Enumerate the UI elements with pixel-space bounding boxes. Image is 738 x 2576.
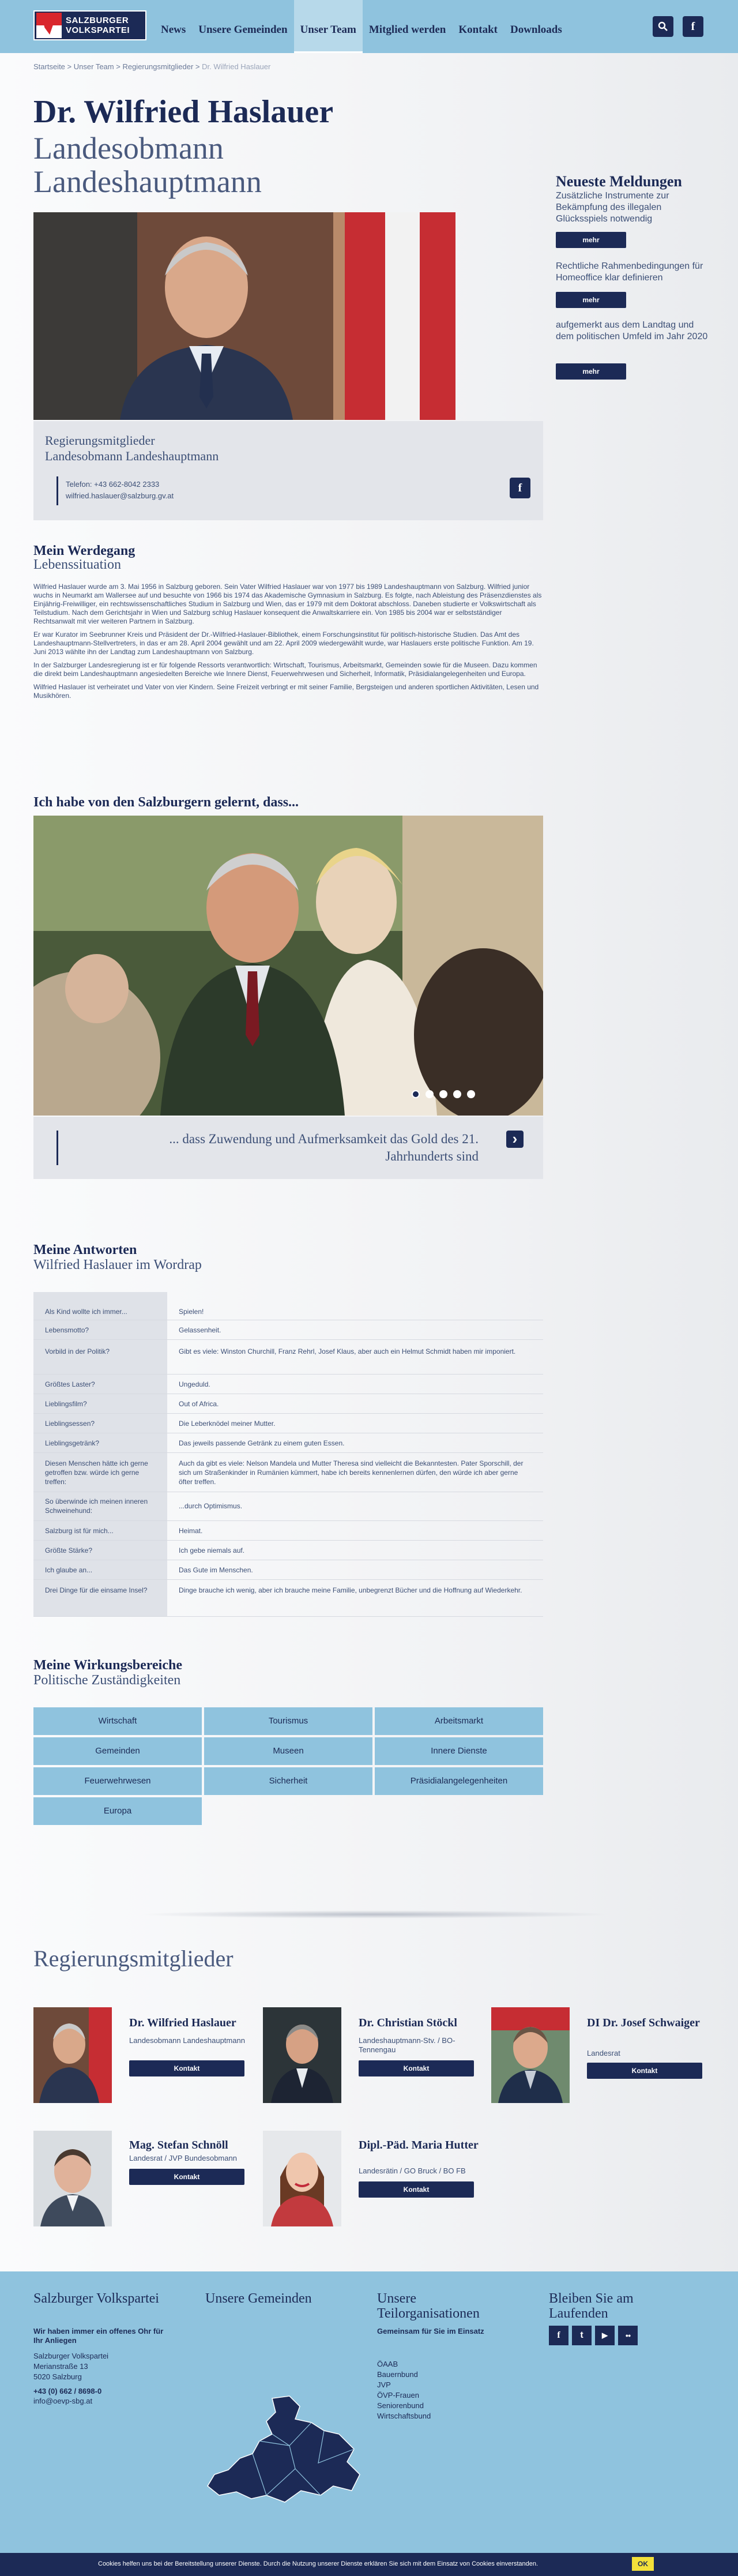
social-links — [549, 2326, 638, 2345]
table-row — [33, 1394, 543, 1414]
member-role: Landeshauptmann-Stv. / BO-Tennengau — [359, 2036, 455, 2054]
nav-mitglied-werden[interactable]: Mitglied werden — [368, 24, 446, 36]
footer-address-line: Merianstraße 13 — [33, 2362, 88, 2371]
table-row — [33, 1521, 543, 1541]
area-tile[interactable]: Europa — [33, 1797, 202, 1825]
member-kontakt-button[interactable]: Kontakt — [587, 2063, 702, 2079]
interview-answer: Dinge brauche ich wenig, aber ich brauche meine Familie, unbegrenzt Bücher und die Hoffnung auf Wiederkehr. — [179, 1586, 522, 1594]
interview-answer: Gibt es viele: Winston Churchill, Franz Rehrl, Josef Klaus, aber auch ein Helmut Schmidt haben mir imponiert. — [179, 1347, 516, 1355]
sidebar-title: Neueste Meldungen — [556, 173, 682, 190]
footer-org-link[interactable]: JVP — [377, 2380, 391, 2389]
sidebar-news-2-mehr-button[interactable]: mehr — [556, 292, 626, 308]
slider-next-button[interactable] — [506, 1131, 524, 1148]
members-title: Regierungsmitglieder — [33, 1946, 234, 1972]
breadcrumb-regierungsmitglieder[interactable]: Regierungsmitglieder — [122, 62, 194, 71]
top-navigation-bar — [0, 0, 738, 53]
member-kontakt-button[interactable]: Kontakt — [129, 2060, 244, 2076]
member-kontakt-button[interactable]: Kontakt — [359, 2060, 474, 2076]
page-subtitle-role-1: Landesobmann — [33, 131, 224, 166]
werdegang-body — [33, 583, 543, 700]
breadcrumb-unser-team[interactable]: Unser Team — [73, 62, 114, 71]
search-button[interactable] — [653, 16, 673, 37]
quote-text-line-1: ... dass Zuwendung und Aufmerksamkeit das Gold des 21. — [169, 1132, 479, 1146]
footer-address-line: 5020 Salzburg — [33, 2372, 82, 2381]
member-photo[interactable] — [491, 2007, 570, 2103]
contact-phone[interactable]: Telefon: +43 662-8042 2333 — [66, 480, 160, 489]
member-name: Dr. Christian Stöckl — [359, 2017, 457, 2029]
interview-question: So überwinde ich meinen inneren Schweinehund: — [33, 1492, 167, 1520]
area-tile[interactable]: Tourismus — [204, 1707, 372, 1735]
flickr-icon[interactable]: ●● — [618, 2326, 638, 2345]
member-role: Landesobmann Landeshauptmann — [129, 2036, 245, 2045]
table-row — [33, 1340, 543, 1375]
member-name: Dipl.-Päd. Maria Hutter — [359, 2139, 479, 2151]
main-nav — [155, 0, 568, 53]
table-row — [33, 1492, 543, 1521]
area-tile[interactable]: Museen — [204, 1737, 372, 1765]
logo[interactable] — [33, 10, 146, 40]
gelernt-title: Ich habe von den Salzburgern gelernt, dass... — [33, 795, 299, 810]
areas-grid — [33, 1707, 543, 1825]
interview-answer: Gelassenheit. — [179, 1326, 221, 1334]
member-role: Landesrat / JVP Bundesobmann — [129, 2154, 237, 2162]
nav-news[interactable]: News — [161, 24, 186, 36]
table-row — [33, 1560, 543, 1580]
area-tile[interactable]: Feuerwehrwesen — [33, 1767, 202, 1795]
interview-answer: Das jeweils passende Getränk zu einem guten Essen. — [179, 1439, 345, 1447]
logo-line-1: SALZBURGER — [66, 16, 129, 25]
nav-kontakt[interactable]: Kontakt — [458, 24, 498, 36]
interview-question: Größte Stärke? — [33, 1541, 167, 1560]
interview-question: Drei Dinge für die einsame Insel? — [33, 1580, 167, 1616]
areas-title: Meine Wirkungsbereiche — [33, 1658, 182, 1673]
sidebar-news-1-text[interactable]: Zusätzliche Instrumente zur Bekämpfung des illegalen Glücksspiels notwendig — [556, 191, 669, 224]
breadcrumb-separator: > — [67, 62, 72, 71]
table-row — [33, 1320, 543, 1340]
interview-answer: Die Leberknödel meiner Mutter. — [179, 1420, 276, 1428]
footer-address — [33, 2351, 108, 2382]
werdegang-paragraph-4: Wilfried Haslauer ist verheiratet und Vater von vier Kindern. Seine Freizeit verbringt er mit seiner Familie, Bergsteigen und anderen sportlichen Aktivitäten, Lesen und Musikhören. — [33, 683, 539, 700]
interview-answer: Out of Africa. — [179, 1400, 219, 1408]
cookie-text: Cookies helfen uns bei der Bereitstellung unserer Dienste. Durch die Nutzung unserer Dienste erklären Sie sich mit dem Einsatz von Cookies einverstanden. — [98, 2560, 539, 2567]
breadcrumb-separator: > — [116, 62, 121, 71]
footer-phone[interactable]: +43 (0) 662 / 8698-0 — [33, 2387, 102, 2395]
contact-divider — [57, 476, 58, 505]
contact-facebook-button[interactable] — [510, 478, 530, 498]
werdegang-title: Mein Werdegang — [33, 543, 135, 558]
slider-dot-5[interactable] — [467, 1090, 475, 1098]
page-subtitle-role-2: Landeshauptmann — [33, 164, 262, 199]
interview-answer: Spielen! — [179, 1308, 204, 1316]
nav-unser-team[interactable]: Unser Team — [294, 0, 363, 53]
interview-title: Meine Antworten — [33, 1242, 137, 1257]
werdegang-paragraph-1: Wilfried Haslauer wurde am 3. Mai 1956 in Salzburg geboren. Sein Vater Wilfried Haslauer war von 1977 bis 1989 Landeshauptmann von Salzburg. Wilfried junior wuchs in Neumarkt am Wallersee auf und besuchte von 1966 bis 1974 das Akademische Gymnasium in Salzburg. Es folgte, nach Ableistung des Präsenzdienstes als Einjährig-Freiwilliger, ein rechtswissenschaftliches Studium in Salzburg und Wien, das er 1979 mit dem Doktorat abschloss. Daneben studierte er Volkswirtschaft als Teilstudium. Nach dem Gerichtsjahr in Wien und Salzburg schlug Haslauer konsequent die Anwaltskarriere ein. Von 1985 bis 2004 war er selbstständiger Rechtsanwalt mit vier weiteren Partnern in Salzburg. — [33, 583, 542, 625]
interview-question: Lieblingsessen? — [33, 1414, 167, 1433]
logo-flag-icon — [36, 13, 62, 38]
interview-question: Lebensmotto? — [33, 1320, 167, 1339]
werdegang-paragraph-2: Er war Kurator im Seebrunner Kreis und Präsident der Dr.-Wilfried-Haslauer-Bibliothek, einem Forschungsinstitut für politisch-historische Studien. Das Amt des Landeshauptmann-Stellvertreters, in das er am 28. April 2004 gewählt und am 22. April 2009 wiedergewählt wurde, war Haslauers erste politische Funktion. Am 19. Juni 2013 wählte ihn der Landtag zum Landeshauptmann von Salzburg. — [33, 630, 534, 656]
sidebar-news-3-mehr-button[interactable]: mehr — [556, 363, 626, 380]
area-tile[interactable]: Gemeinden — [33, 1737, 202, 1765]
breadcrumb-current: Dr. Wilfried Haslauer — [202, 62, 271, 71]
section-divider — [138, 1910, 611, 1918]
footer-org-link[interactable]: Seniorenbund — [377, 2401, 424, 2410]
page-title: Dr. Wilfried Haslauer — [33, 94, 334, 130]
breadcrumb-startseite[interactable]: Startseite — [33, 62, 65, 71]
member-photo[interactable] — [33, 2007, 112, 2103]
area-tile[interactable]: Präsidialangelegenheiten — [375, 1767, 543, 1795]
cookie-ok-button[interactable]: OK — [632, 2557, 654, 2571]
facebook-icon: f — [691, 20, 695, 33]
search-icon — [658, 21, 668, 32]
interview-question: Diesen Menschen hätte ich gerne getroffen bzw. würde ich gerne treffen: — [33, 1453, 167, 1492]
interview-answer: Ungeduld. — [179, 1380, 210, 1388]
table-row — [33, 1292, 543, 1320]
header-facebook-button[interactable] — [683, 16, 703, 37]
footer-col1-title: Salzburger Volkspartei — [33, 2291, 159, 2306]
nav-downloads[interactable]: Downloads — [510, 24, 562, 36]
member-photo[interactable] — [33, 2131, 112, 2226]
sidebar-news-2-text[interactable]: Rechtliche Rahmenbedingungen für Homeoffice klar definieren — [556, 261, 703, 283]
slider-dot-3[interactable] — [439, 1090, 447, 1098]
table-row — [33, 1453, 543, 1492]
member-kontakt-button[interactable]: Kontakt — [129, 2169, 244, 2185]
footer-org-link[interactable]: Bauernbund — [377, 2370, 418, 2379]
interview-answer: ...durch Optimismus. — [179, 1502, 243, 1510]
area-tile[interactable]: Innere Dienste — [375, 1737, 543, 1765]
interview-answer: Auch da gibt es viele: Nelson Mandela und Mutter Theresa sind vielleicht die Bekanntesten. Pater Sporschill, der sich um Straßenkinder in Rumänien kümmert, habe ich bereits kennenlernen dürfen, den würde ich aber gerne öfter treffen. — [179, 1459, 524, 1486]
member-photo[interactable] — [263, 2131, 341, 2226]
footer-org-link[interactable]: ÖAAB — [377, 2360, 398, 2368]
areas-subtitle: Politische Zuständigkeiten — [33, 1673, 181, 1688]
breadcrumb-separator: > — [195, 62, 200, 71]
interview-question: Salzburg ist für mich... — [33, 1521, 167, 1540]
sidebar-news-1-mehr-button[interactable]: mehr — [556, 232, 626, 248]
interview-question: Ich glaube an... — [33, 1560, 167, 1579]
nav-unsere-gemeinden[interactable]: Unsere Gemeinden — [198, 24, 288, 36]
footer-col1-tagline: Wir haben immer ein offenes Ohr für Ihr Anliegen — [33, 2327, 164, 2345]
interview-answer: Heimat. — [179, 1527, 203, 1535]
member-photo[interactable] — [263, 2007, 341, 2103]
footer-col3-title: Unsere Teilorganisationen — [377, 2291, 480, 2321]
contact-email[interactable]: wilfried.haslauer@salzburg.gv.at — [66, 491, 174, 500]
portrait-image — [33, 212, 455, 420]
interview-question: Lieblingsgetränk? — [33, 1433, 167, 1452]
table-row — [33, 1414, 543, 1433]
member-name: Dr. Wilfried Haslauer — [129, 2017, 236, 2029]
salzburg-map[interactable] — [203, 2394, 364, 2509]
member-name: Mag. Stefan Schnöll — [129, 2139, 228, 2151]
interview-subtitle: Wilfried Haslauer im Wordrap — [33, 1257, 202, 1272]
area-tile[interactable]: Sicherheit — [204, 1767, 372, 1795]
member-name: DI Dr. Josef Schwaiger — [587, 2017, 700, 2029]
youtube-icon[interactable]: ▶ — [595, 2326, 615, 2345]
footer-col3-tagline: Gemeinsam für Sie im Einsatz — [377, 2327, 484, 2335]
quote-divider — [57, 1131, 58, 1165]
footer-col2-title: Unsere Gemeinden — [205, 2291, 312, 2306]
interview-question: Als Kind wollte ich immer... — [33, 1292, 167, 1320]
footer-org-link[interactable]: Wirtschaftsbund — [377, 2412, 431, 2420]
table-row — [33, 1541, 543, 1560]
interview-question: Lieblingsfilm? — [33, 1394, 167, 1413]
footer-email[interactable]: info@oevp-sbg.at — [33, 2397, 93, 2405]
quote-text-line-2: Jahrhunderts sind — [385, 1149, 479, 1163]
contact-box-role: Landesobmann Landeshauptmann — [45, 449, 219, 463]
facebook-icon[interactable]: f — [549, 2326, 568, 2345]
contact-box-group: Regierungsmitglieder — [45, 433, 155, 448]
werdegang-subtitle: Lebenssituation — [33, 557, 121, 572]
twitter-icon[interactable]: t — [572, 2326, 592, 2345]
table-row — [33, 1580, 543, 1617]
interview-table — [33, 1292, 543, 1617]
slider-dot-1[interactable] — [412, 1090, 420, 1098]
area-tile[interactable]: Arbeitsmarkt — [375, 1707, 543, 1735]
interview-question: Vorbild in der Politik? — [33, 1340, 167, 1374]
slider-dot-2[interactable] — [426, 1090, 434, 1098]
member-role: Landesrat — [587, 2049, 620, 2057]
footer-org-list — [377, 2359, 431, 2421]
sidebar-news-3-text[interactable]: aufgemerkt aus dem Landtag und dem politischen Umfeld im Jahr 2020 — [556, 320, 708, 341]
werdegang-paragraph-3: In der Salzburger Landesregierung ist er für folgende Ressorts verantwortlich: Wirtschaft, Tourismus, Arbeitsmarkt, Gemeinden sowie für die Museen. Dazu kommen die direkt beim Landeshauptmann angesiedelten Bereiche wie Innere Dienst, Feuerwehrwesen und Sicherheit, Informatik, Präsidialangelegenheiten und Europa. — [33, 661, 537, 678]
interview-answer: Das Gute im Menschen. — [179, 1566, 253, 1574]
interview-answer: Ich gebe niemals auf. — [179, 1546, 245, 1554]
slider-image[interactable] — [33, 816, 543, 1116]
slider-dot-4[interactable] — [453, 1090, 461, 1098]
slider-dots — [412, 1090, 475, 1098]
interview-question: Größtes Laster? — [33, 1375, 167, 1394]
footer-address-line: Salzburger Volkspartei — [33, 2352, 109, 2360]
area-tile[interactable]: Wirtschaft — [33, 1707, 202, 1735]
member-role: Landesrätin / GO Bruck / BO FB — [359, 2166, 466, 2175]
footer-org-link[interactable]: ÖVP-Frauen — [377, 2391, 419, 2399]
breadcrumb — [33, 62, 270, 71]
logo-line-2: VOLKSPARTEI — [66, 25, 130, 35]
table-row — [33, 1433, 543, 1453]
chevron-right-icon: › — [512, 1130, 518, 1147]
facebook-icon: f — [518, 482, 522, 494]
member-kontakt-button[interactable]: Kontakt — [359, 2181, 474, 2198]
table-row — [33, 1375, 543, 1394]
footer-col4-title: Bleiben Sie am Laufenden — [549, 2291, 634, 2321]
